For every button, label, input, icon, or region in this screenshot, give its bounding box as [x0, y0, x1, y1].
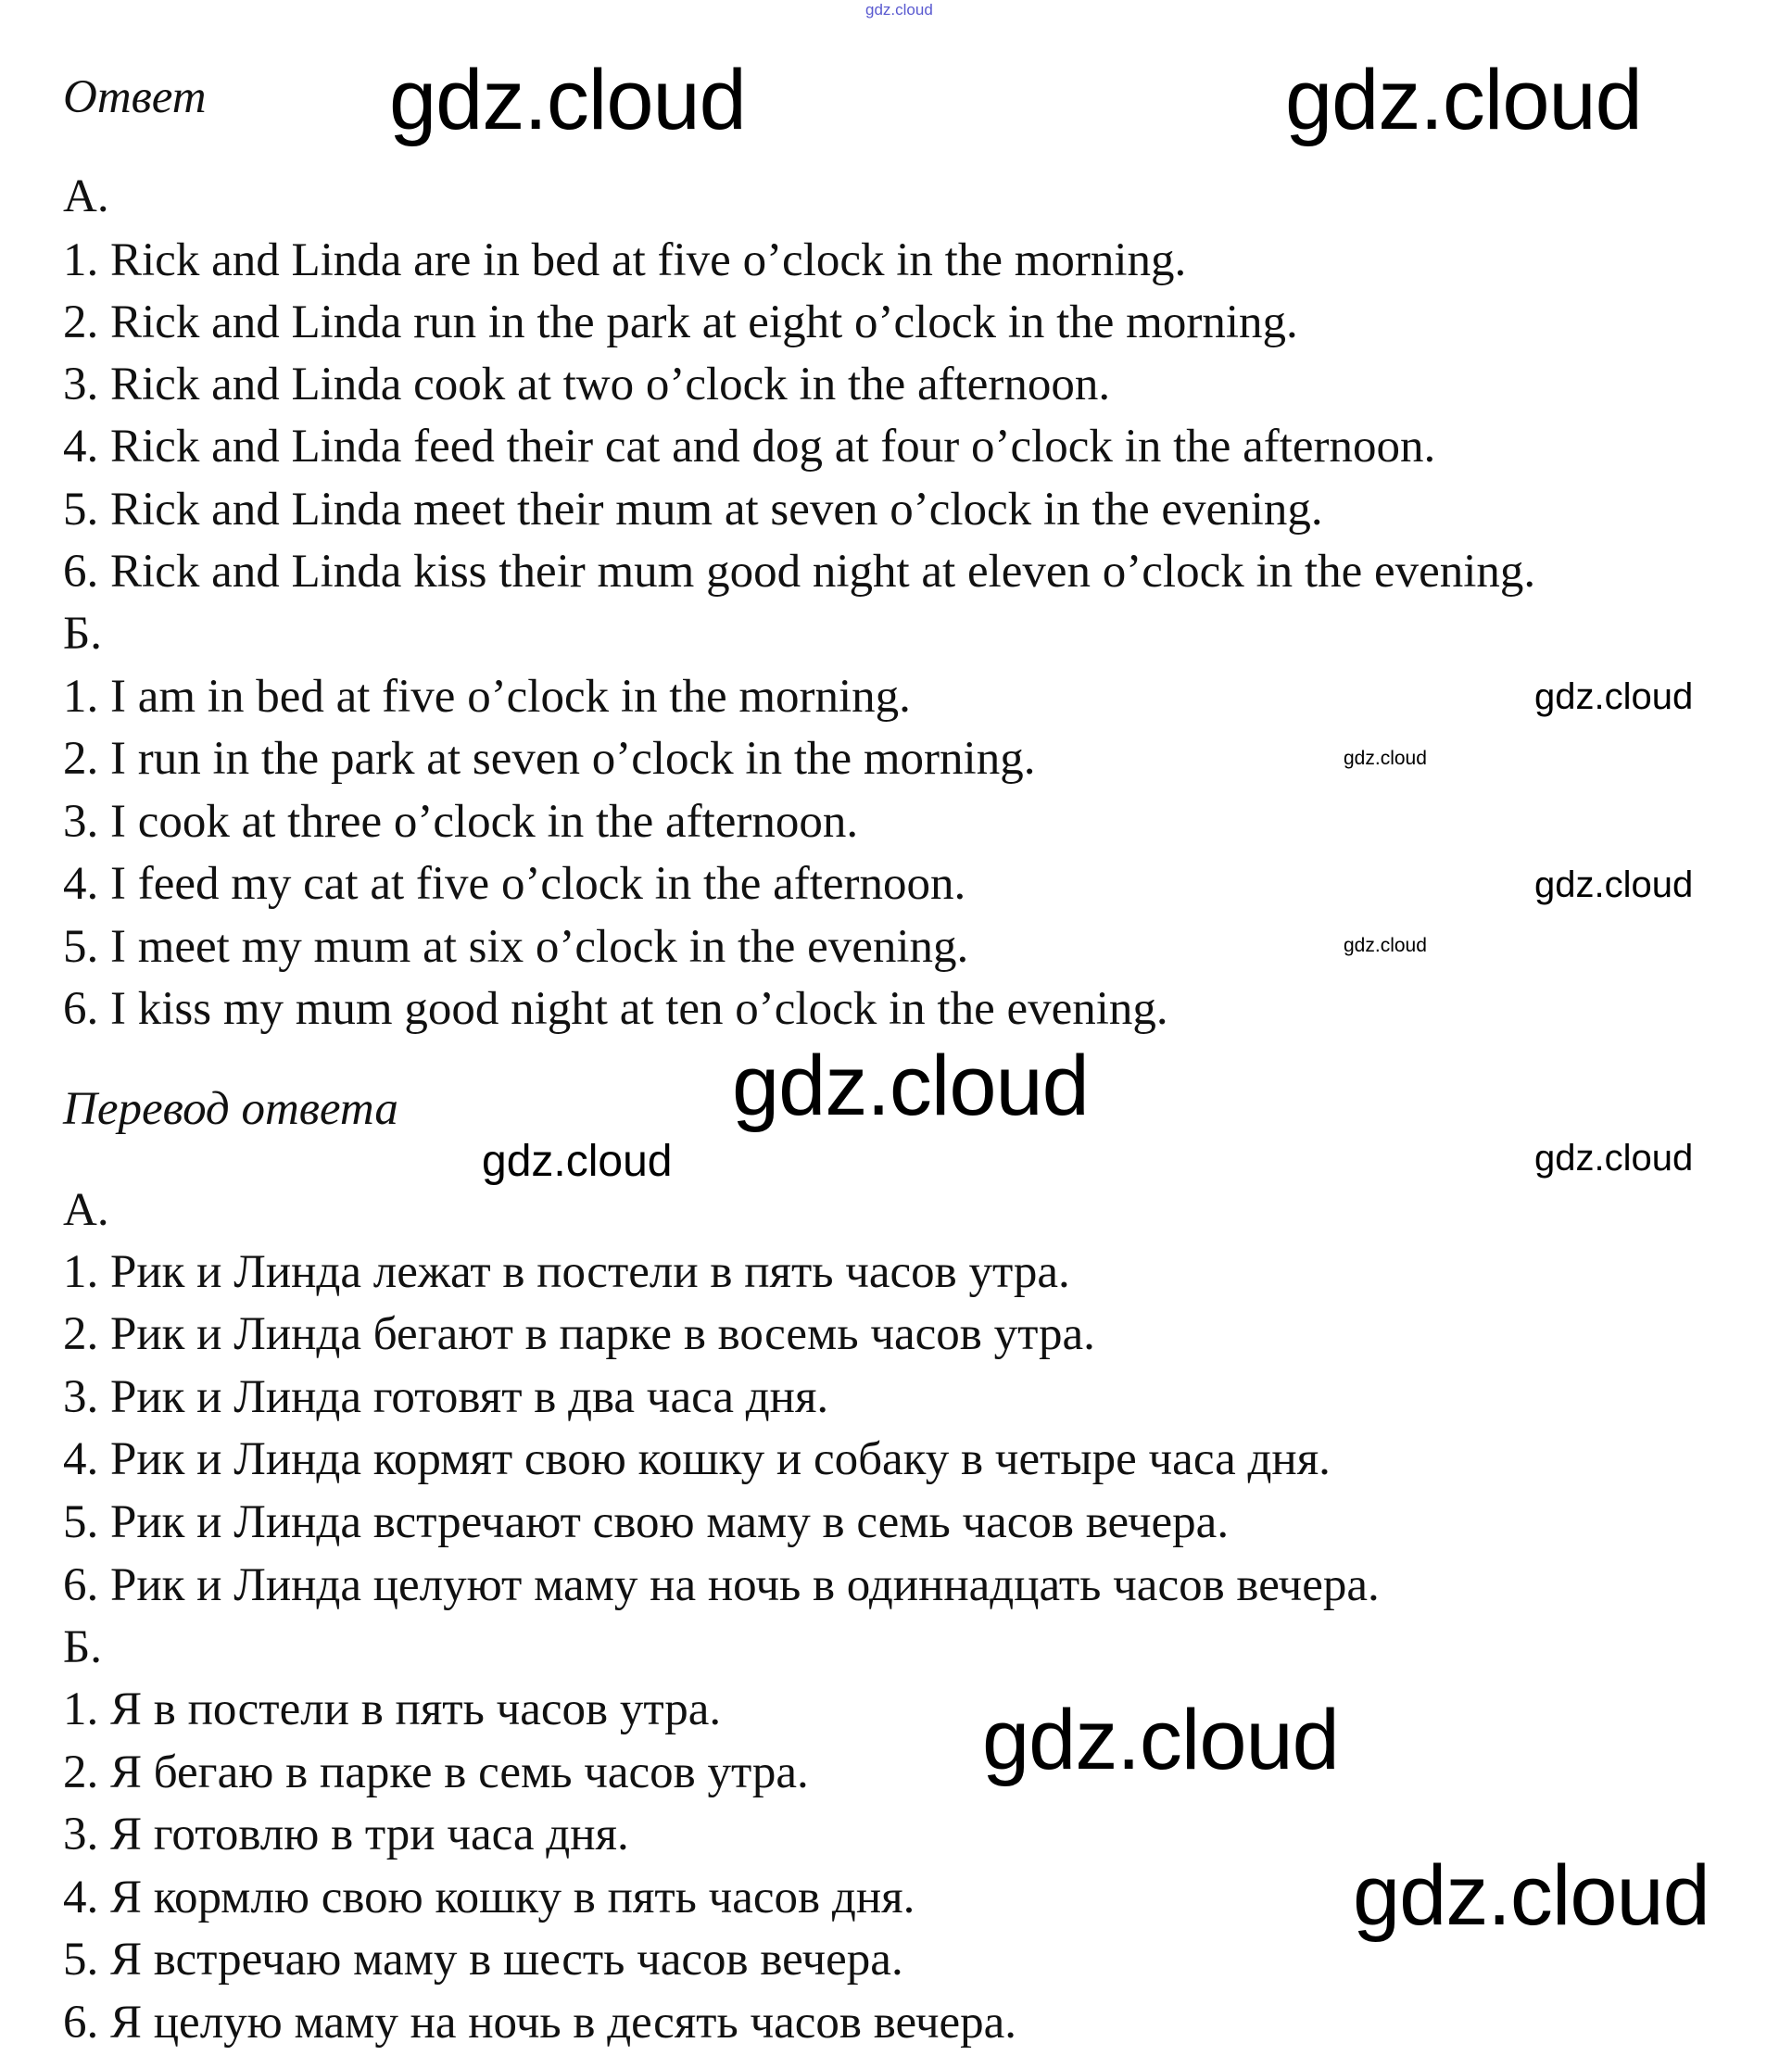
translation-b-line: 6. Я целую маму на ночь в десять часов вечера.	[63, 1997, 1017, 2049]
answer-a-line: 1. Rick and Linda are in bed at five o’clock in the morning.	[63, 234, 1187, 286]
watermark: gdz.cloud	[1534, 864, 1694, 905]
watermark: gdz.cloud	[1353, 1848, 1710, 1943]
translation-a-line: 1. Рик и Линда лежат в постели в пять часов утра.	[63, 1246, 1070, 1298]
watermark: gdz.cloud	[1344, 748, 1427, 769]
answer-b-line: 4. I feed my cat at five o’clock in the afternoon.	[63, 858, 966, 910]
answer-a-line: 2. Rick and Linda run in the park at eight o’clock in the morning.	[63, 296, 1298, 348]
translation-a-line: 2. Рик и Линда бегают в парке в восемь часов утра.	[63, 1308, 1095, 1360]
translation-a-label: А.	[63, 1184, 109, 1236]
watermark: gdz.cloud	[1285, 53, 1642, 147]
answer-b-line: 2. I run in the park at seven o’clock in the morning.	[63, 733, 1036, 785]
translation-b-line: 2. Я бегаю в парке в семь часов утра.	[63, 1746, 809, 1798]
answer-a-line: 5. Rick and Linda meet their mum at seven o’clock in the evening.	[63, 484, 1323, 536]
translation-b-label: Б.	[63, 1621, 103, 1673]
watermark: gdz.cloud	[1534, 676, 1694, 717]
translation-a-line: 4. Рик и Линда кормят свою кошку и собаку в четыре часа дня.	[63, 1433, 1331, 1485]
translation-a-line: 5. Рик и Линда встречают свою маму в семь часов вечера.	[63, 1496, 1230, 1548]
translation-heading: Перевод ответа	[63, 1083, 398, 1135]
answer-heading: Ответ	[63, 71, 207, 123]
watermark: gdz.cloud	[732, 1039, 1089, 1133]
answer-a-line: 3. Rick and Linda cook at two o’clock in the afternoon.	[63, 359, 1111, 410]
watermark: gdz.cloud	[865, 1, 933, 19]
translation-b-line: 5. Я встречаю маму в шесть часов вечера.	[63, 1934, 903, 1986]
translation-a-line: 6. Рик и Линда целуют маму на ночь в одиннадцать часов вечера.	[63, 1559, 1380, 1611]
answer-b-line: 3. I cook at three o’clock in the afternoon.	[63, 796, 859, 848]
answer-a-line: 6. Rick and Linda kiss their mum good night at eleven o’clock in the evening.	[63, 546, 1536, 598]
watermark: gdz.cloud	[389, 53, 746, 147]
translation-a-line: 3. Рик и Линда готовят в два часа дня.	[63, 1371, 829, 1423]
answer-b-line: 6. I kiss my mum good night at ten o’clock in the evening.	[63, 983, 1168, 1035]
section-a-label: А.	[63, 170, 109, 222]
answer-b-line: 5. I meet my mum at six o’clock in the evening.	[63, 921, 969, 973]
translation-b-line: 4. Я кормлю свою кошку в пять часов дня.	[63, 1872, 915, 1923]
translation-b-line: 1. Я в постели в пять часов утра.	[63, 1683, 722, 1735]
section-b-label: Б.	[63, 608, 103, 660]
watermark: gdz.cloud	[1344, 935, 1427, 956]
answer-a-line: 4. Rick and Linda feed their cat and dog at four o’clock in the afternoon.	[63, 421, 1436, 473]
watermark: gdz.cloud	[482, 1137, 673, 1186]
translation-b-line: 3. Я готовлю в три часа дня.	[63, 1809, 629, 1860]
watermark: gdz.cloud	[982, 1693, 1339, 1787]
answer-b-line: 1. I am in bed at five o’clock in the morning.	[63, 671, 911, 723]
watermark: gdz.cloud	[1534, 1138, 1694, 1179]
